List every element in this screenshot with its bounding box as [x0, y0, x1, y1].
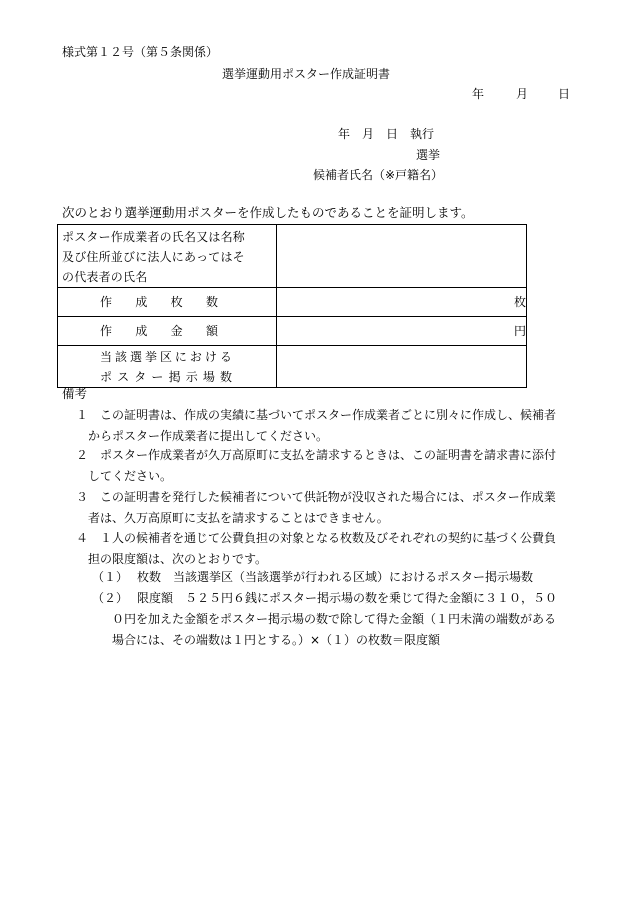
note-item	[62, 528, 572, 570]
note-line: してください。	[88, 469, 173, 483]
issue-date-month: 月	[516, 87, 529, 101]
note-item	[62, 405, 572, 447]
note-line: からポスター作成業者に提出してください。	[88, 429, 329, 443]
amount-label-cell	[58, 317, 277, 346]
boards-label-char: ポ	[100, 369, 113, 384]
note-line: この証明書は、作成の実績に基づいてポスター作成業者ごとに別々に作成し、候補者	[100, 408, 557, 422]
amount-label-char: 額	[205, 324, 218, 338]
note-number: １	[76, 408, 89, 422]
boards-label-char: お	[189, 349, 202, 364]
amount-value-cell[interactable]: 円	[277, 317, 527, 346]
quantity-label-char: 枚	[170, 295, 183, 309]
issue-date-year: 年	[472, 87, 485, 101]
lead-text: 次のとおり選挙運動用ポスターを作成したものであることを証明します。	[62, 205, 474, 220]
table-row-producer	[58, 225, 527, 288]
sub-item-line: 場合には、その端数は１円とする。）×（１）の枚数＝限度額	[112, 633, 441, 647]
boards-label-char: け	[204, 349, 217, 364]
boards-label-char: 場	[202, 369, 215, 384]
issue-date-day: 日	[558, 87, 571, 101]
producer-label-line: ポスター作成業者の氏名又は名称	[62, 230, 246, 244]
note-line: ポスター作成業者が久万高原町に支払を請求するときは、この証明書を請求書に添付	[100, 448, 557, 462]
boards-label-char: 区	[159, 349, 172, 364]
note-number: ２	[76, 448, 89, 462]
sub-item-line: 限度額 ５２５円６銭にポスター掲示場の数を乗じて得た金額に３１０，５０	[137, 591, 558, 605]
table-row-quantity	[58, 288, 527, 317]
boards-label-char: 挙	[144, 349, 157, 364]
boards-label-cell	[58, 346, 277, 388]
producer-label-line: の代表者の氏名	[62, 270, 148, 284]
sub-item-number: （１）	[92, 570, 129, 584]
table-row-amount	[58, 317, 527, 346]
note-line: １人の候補者を通じて公費負担の対象となる枚数及びそれぞれの契約に基づく公費負	[100, 531, 557, 545]
amount-label-char: 作	[100, 324, 113, 338]
note-line: 者は、久万高原町に支払を請求することはできません。	[88, 511, 389, 525]
producer-label-line: 及び住所並びに法人にあってはそ	[62, 250, 245, 264]
note-item	[62, 487, 572, 529]
note-number: ４	[76, 531, 89, 545]
candidate-name-label: 候補者氏名（※戸籍名）	[313, 168, 444, 182]
note-line: この証明書を発行した候補者について供託物が没収された場合には、ポスター作成業	[100, 490, 556, 504]
certificate-table	[57, 224, 527, 388]
boards-label-char: 当	[100, 349, 113, 364]
boards-label-char: 掲	[168, 369, 181, 384]
note-item	[62, 445, 572, 487]
boards-label-char: タ	[134, 369, 147, 384]
boards-label-char: ス	[117, 369, 130, 384]
producer-value-cell[interactable]	[277, 225, 527, 288]
issue-date	[472, 88, 570, 100]
boards-label-char: 数	[219, 369, 232, 384]
sub-item-line: ０円を加えた金額をポスター掲示場の数で除して得た金額（１円未満の端数がある	[112, 612, 557, 626]
boards-label-char: る	[219, 349, 232, 364]
election-label: 選挙	[416, 148, 441, 162]
boards-label-char: 該	[114, 349, 127, 364]
amount-label-char: 成	[135, 324, 148, 338]
notes-heading: 備考	[62, 386, 88, 401]
sub-item-number: （２）	[92, 591, 129, 605]
quantity-label-char: 作	[100, 295, 113, 309]
quantity-value-cell[interactable]: 枚	[277, 288, 527, 317]
table-row-boards	[58, 346, 527, 388]
election-date: 年 月 日 執行	[338, 127, 435, 141]
amount-label-char: 金	[170, 324, 183, 338]
quantity-label-char: 数	[205, 295, 218, 309]
note-line: 担の限度額は、次のとおりです。	[88, 552, 268, 566]
boards-label-char: 示	[185, 369, 198, 384]
producer-label-cell	[58, 225, 277, 288]
quantity-label-char: 成	[135, 295, 148, 309]
boards-label-char: ー	[151, 369, 164, 384]
quantity-label-cell	[58, 288, 277, 317]
sub-item-text: 枚数 当該選挙区（当該選挙が行われる区域）におけるポスター掲示場数	[137, 570, 534, 584]
boards-label-char: に	[174, 349, 187, 364]
note-number: ３	[76, 490, 89, 504]
boards-value-cell[interactable]	[277, 346, 527, 388]
boards-label-char: 選	[129, 349, 142, 364]
form-number: 様式第１２号（第５条関係）	[62, 45, 219, 59]
document-title: 選挙運動用ポスター作成証明書	[222, 67, 391, 81]
